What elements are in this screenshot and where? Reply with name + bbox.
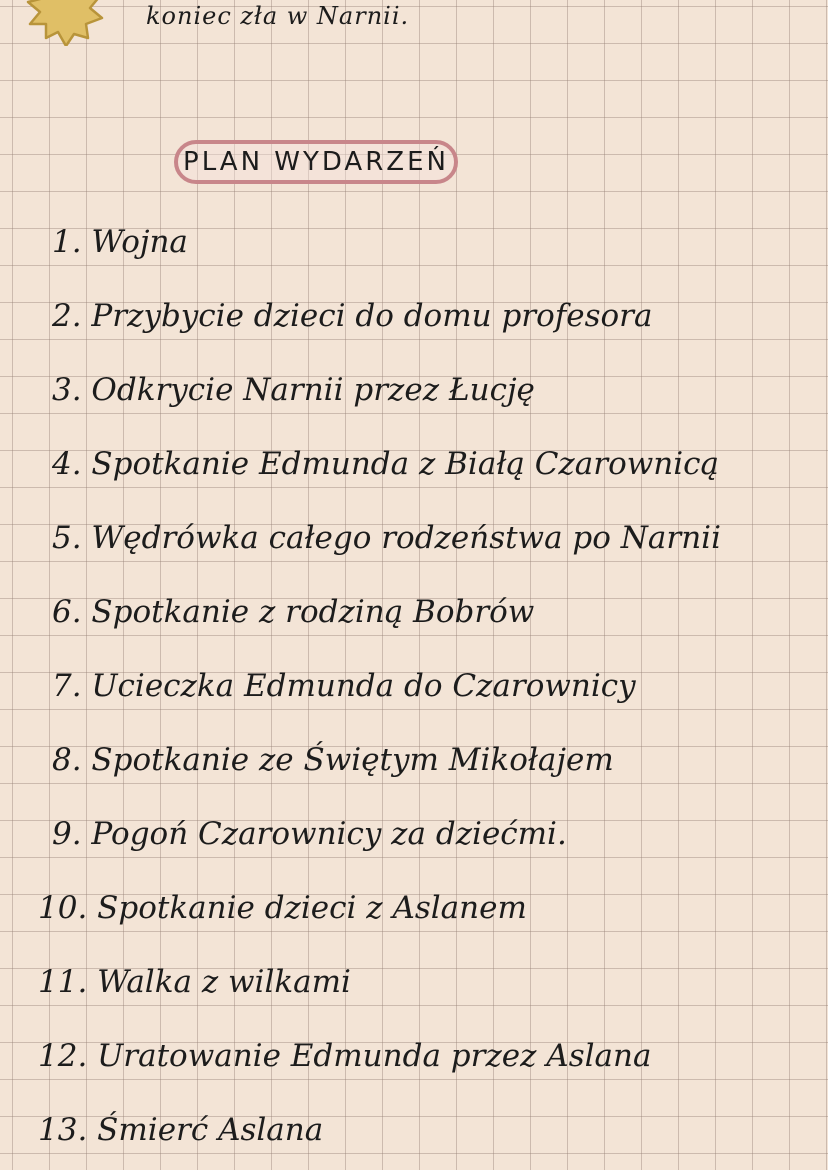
section-title-badge bbox=[174, 140, 458, 184]
continuation-text: koniec zła w Narnii. bbox=[146, 2, 410, 30]
plan-item-8: 8. Spotkanie ze Świętym Mikołajem bbox=[52, 742, 614, 778]
plan-item-9: 9. Pogoń Czarownicy za dziećmi. bbox=[52, 816, 567, 852]
plan-item-7: 7. Ucieczka Edmunda do Czarownicy bbox=[52, 668, 636, 704]
plan-item-12: 12. Uratowanie Edmunda przez Aslana bbox=[38, 1038, 652, 1074]
plan-item-10: 10. Spotkanie dzieci z Aslanem bbox=[38, 890, 527, 926]
plan-item-6: 6. Spotkanie z rodziną Bobrów bbox=[52, 594, 535, 630]
plan-item-5: 5. Wędrówka całego rodzeństwa po Narnii bbox=[52, 520, 722, 556]
plan-item-4: 4. Spotkanie Edmunda z Białą Czarownicą bbox=[52, 446, 719, 482]
plan-item-13: 13. Śmierć Aslana bbox=[38, 1112, 324, 1148]
sun-doodle-icon bbox=[18, 0, 114, 46]
plan-item-3: 3. Odkrycie Narnii przez Łucję bbox=[52, 372, 535, 408]
plan-item-11: 11. Walka z wilkami bbox=[38, 964, 351, 1000]
plan-item-1: 1. Wojna bbox=[52, 224, 188, 260]
plan-item-2: 2. Przybycie dzieci do domu profesora bbox=[52, 298, 653, 334]
section-title: PLAN WYDARZEŃ bbox=[183, 147, 449, 177]
